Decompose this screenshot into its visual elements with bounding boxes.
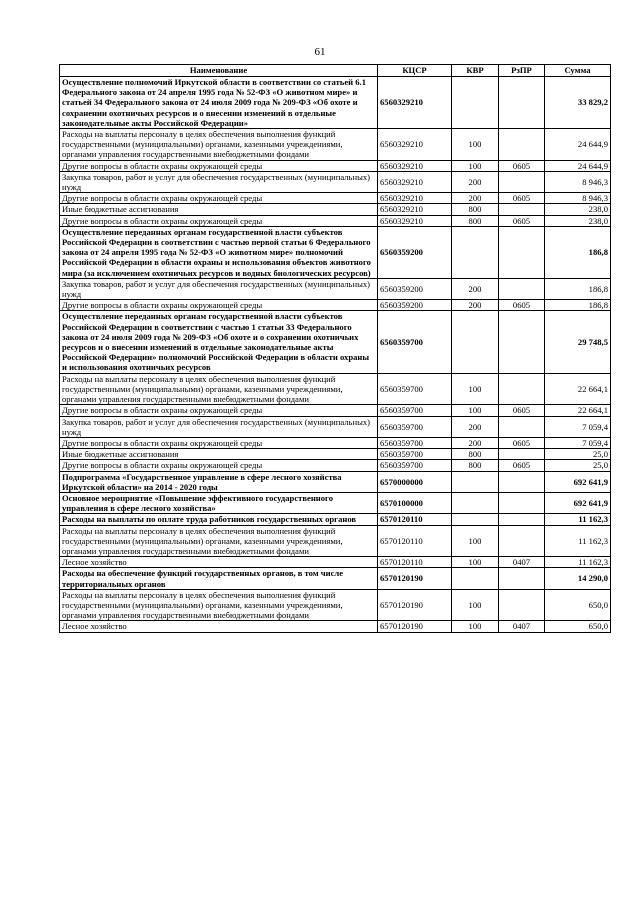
- row-name: Основное мероприятие «Повышение эффективного государственного управления в сфере лесного хозяйства»: [60, 492, 378, 513]
- row-rzpr: 0605: [499, 437, 545, 448]
- row-kvr: 800: [452, 449, 499, 460]
- row-kcsr: 6570120110: [378, 514, 452, 525]
- row-kvr: 100: [452, 373, 499, 405]
- row-name: Расходы на выплаты персоналу в целях обеспечения выполнения функций государственными (муниципальными) органами, казенными учреждениями, органами управления государственными внебюджетными фондами: [60, 525, 378, 557]
- row-kcsr: 6560359700: [378, 449, 452, 460]
- row-rzpr: [499, 471, 545, 492]
- row-name: Расходы на выплаты персоналу в целях обеспечения выполнения функций государственными (муниципальными) органами, казенными учреждениями, органами управления государственными внебюджетными фондами: [60, 373, 378, 405]
- table-row: [60, 449, 611, 460]
- table-row: [60, 193, 611, 204]
- header-kcsr: КЦСР: [378, 65, 452, 77]
- row-kvr: 100: [452, 405, 499, 416]
- row-name: Другие вопросы в области охраны окружающей среды: [60, 405, 378, 416]
- row-kvr: [452, 492, 499, 513]
- row-kcsr: 6570100000: [378, 492, 452, 513]
- row-rzpr: 0605: [499, 405, 545, 416]
- row-rzpr: 0605: [499, 215, 545, 226]
- table-row: [60, 589, 611, 621]
- table-row: [60, 514, 611, 525]
- table-row: [60, 460, 611, 471]
- row-kvr: 100: [452, 129, 499, 161]
- row-rzpr: [499, 416, 545, 437]
- row-kcsr: 6560329210: [378, 171, 452, 192]
- row-kvr: 800: [452, 215, 499, 226]
- row-rzpr: 0407: [499, 557, 545, 568]
- row-sum: 22 664,1: [545, 373, 611, 405]
- row-rzpr: [499, 129, 545, 161]
- table-row: [60, 621, 611, 632]
- row-sum: 7 059,4: [545, 437, 611, 448]
- row-rzpr: 0605: [499, 460, 545, 471]
- row-kvr: 100: [452, 621, 499, 632]
- row-sum: 14 290,0: [545, 568, 611, 589]
- row-kcsr: 6570120190: [378, 621, 452, 632]
- row-rzpr: [499, 449, 545, 460]
- row-kvr: 100: [452, 589, 499, 621]
- table-row: [60, 204, 611, 215]
- row-sum: 29 748,5: [545, 311, 611, 373]
- row-kcsr: 6560359700: [378, 373, 452, 405]
- row-name: Другие вопросы в области охраны окружающей среды: [60, 300, 378, 311]
- row-kvr: 100: [452, 557, 499, 568]
- row-kcsr: 6570120190: [378, 589, 452, 621]
- row-rzpr: [499, 278, 545, 299]
- row-sum: 11 162,3: [545, 557, 611, 568]
- row-rzpr: [499, 171, 545, 192]
- row-rzpr: 0605: [499, 160, 545, 171]
- row-kcsr: 6560329210: [378, 129, 452, 161]
- table-row: [60, 568, 611, 589]
- row-name: Другие вопросы в области охраны окружающей среды: [60, 193, 378, 204]
- row-sum: 186,8: [545, 226, 611, 278]
- row-name: Закупка товаров, работ и услуг для обеспечения государственных (муниципальных) нужд: [60, 278, 378, 299]
- row-kcsr: 6560329210: [378, 77, 452, 129]
- row-kcsr: 6560359700: [378, 311, 452, 373]
- row-sum: 25,0: [545, 449, 611, 460]
- row-kcsr: 6570120190: [378, 568, 452, 589]
- row-kcsr: 6560359200: [378, 226, 452, 278]
- row-rzpr: 0605: [499, 193, 545, 204]
- table-row: [60, 416, 611, 437]
- row-kcsr: 6570120110: [378, 525, 452, 557]
- row-rzpr: 0605: [499, 300, 545, 311]
- row-sum: 692 641,9: [545, 492, 611, 513]
- row-kcsr: 6560359200: [378, 278, 452, 299]
- row-name: Расходы на выплаты по оплате труда работников государственных органов: [60, 514, 378, 525]
- table-row: [60, 278, 611, 299]
- row-rzpr: [499, 204, 545, 215]
- row-name: Осуществление переданных органам государственной власти субъектов Российской Федерации в соответствии с частью 1 статьи 33 Федерального закона от 24 июля 2009 года № 209-ФЗ «Об охоте и о сохранении охотничьих ресурсов и о внесении изменений в отдельные законодательные акты Российской Федерации» полномочий Российской Федерации в области охраны и использования охотничьих ресурсов: [60, 311, 378, 373]
- table-row: [60, 160, 611, 171]
- row-sum: 186,8: [545, 300, 611, 311]
- row-sum: 33 829,2: [545, 77, 611, 129]
- row-name: Осуществление переданных органам государственной власти субъектов Российской Федерации в соответствии с частью первой статьи 6 Федерального закона от 24 апреля 1995 года № 52-ФЗ «О животном мире» полномочий Российской Федерации в области охраны и использования объектов животного мира (за исключением охотничьих ресурсов и водных биологических ресурсов): [60, 226, 378, 278]
- table-row: [60, 405, 611, 416]
- row-kcsr: 6560329210: [378, 193, 452, 204]
- row-rzpr: [499, 514, 545, 525]
- table-row: [60, 129, 611, 161]
- row-kcsr: 6560359700: [378, 416, 452, 437]
- row-sum: 692 641,9: [545, 471, 611, 492]
- table-row: [60, 557, 611, 568]
- row-rzpr: 0407: [499, 621, 545, 632]
- row-kvr: 200: [452, 171, 499, 192]
- table-header-row: [60, 65, 611, 77]
- row-sum: 650,0: [545, 589, 611, 621]
- table-row: [60, 226, 611, 278]
- row-kvr: 800: [452, 204, 499, 215]
- row-sum: 238,0: [545, 215, 611, 226]
- row-rzpr: [499, 77, 545, 129]
- row-sum: 7 059,4: [545, 416, 611, 437]
- row-name: Другие вопросы в области охраны окружающей среды: [60, 460, 378, 471]
- row-name: Иные бюджетные ассигнования: [60, 449, 378, 460]
- row-name: Закупка товаров, работ и услуг для обеспечения государственных (муниципальных) нужд: [60, 171, 378, 192]
- row-kvr: 200: [452, 278, 499, 299]
- row-name: Другие вопросы в области охраны окружающей среды: [60, 160, 378, 171]
- row-rzpr: [499, 589, 545, 621]
- row-kcsr: 6570000000: [378, 471, 452, 492]
- row-sum: 24 644,9: [545, 129, 611, 161]
- header-rzpr: РзПР: [499, 65, 545, 77]
- row-kcsr: 6560359700: [378, 460, 452, 471]
- table-row: [60, 300, 611, 311]
- row-sum: 186,8: [545, 278, 611, 299]
- row-rzpr: [499, 568, 545, 589]
- row-kcsr: 6560359200: [378, 300, 452, 311]
- row-sum: 24 644,9: [545, 160, 611, 171]
- table-row: [60, 77, 611, 129]
- row-name: Другие вопросы в области охраны окружающей среды: [60, 215, 378, 226]
- row-kvr: 200: [452, 416, 499, 437]
- row-sum: 8 946,3: [545, 171, 611, 192]
- row-kvr: 100: [452, 160, 499, 171]
- row-name: Расходы на выплаты персоналу в целях обеспечения выполнения функций государственными (муниципальными) органами, казенными учреждениями, органами управления государственными внебюджетными фондами: [60, 129, 378, 161]
- row-kvr: 100: [452, 525, 499, 557]
- row-kcsr: 6560329210: [378, 204, 452, 215]
- row-sum: 8 946,3: [545, 193, 611, 204]
- row-kcsr: 6560359700: [378, 405, 452, 416]
- row-sum: 11 162,3: [545, 514, 611, 525]
- row-kvr: 800: [452, 460, 499, 471]
- row-kvr: [452, 471, 499, 492]
- row-sum: 25,0: [545, 460, 611, 471]
- table-row: [60, 171, 611, 192]
- page-number: 61: [314, 46, 326, 58]
- row-kcsr: 6560329210: [378, 215, 452, 226]
- row-kvr: 200: [452, 300, 499, 311]
- row-rzpr: [499, 525, 545, 557]
- row-rzpr: [499, 373, 545, 405]
- row-kcsr: 6570120110: [378, 557, 452, 568]
- row-kvr: 200: [452, 193, 499, 204]
- row-sum: 238,0: [545, 204, 611, 215]
- row-name: Подпрограмма «Государственное управление в сфере лесного хозяйства Иркутской области» на 2014 - 2020 годы: [60, 471, 378, 492]
- header-sum: Сумма: [545, 65, 611, 77]
- row-sum: 22 664,1: [545, 405, 611, 416]
- row-name: Другие вопросы в области охраны окружающей среды: [60, 437, 378, 448]
- table-row: [60, 373, 611, 405]
- table-row: [60, 215, 611, 226]
- row-name: Осуществление полномочий Иркутской области в соответствии со статьей 6.1 Федерального закона от 24 апреля 1995 года № 52-ФЗ «О животном мире» и статьей 34 Федерального закона от 24 июля 2009 года № 209-ФЗ «Об охоте и сохранении охотничьих ресурсов и о внесении изменений в отдельные законодательные акты Российской Федерации»: [60, 77, 378, 129]
- row-name: Закупка товаров, работ и услуг для обеспечения государственных (муниципальных) нужд: [60, 416, 378, 437]
- row-kcsr: 6560359700: [378, 437, 452, 448]
- row-rzpr: [499, 311, 545, 373]
- row-sum: 650,0: [545, 621, 611, 632]
- row-kvr: [452, 568, 499, 589]
- row-kvr: [452, 514, 499, 525]
- row-rzpr: [499, 492, 545, 513]
- row-name: Расходы на выплаты персоналу в целях обеспечения выполнения функций государственными (муниципальными) органами, казенными учреждениями, органами управления государственными внебюджетными фондами: [60, 589, 378, 621]
- table-row: [60, 471, 611, 492]
- header-kvr: КВР: [452, 65, 499, 77]
- header-name: Наименование: [60, 65, 378, 77]
- table-row: [60, 492, 611, 513]
- row-rzpr: [499, 226, 545, 278]
- row-kcsr: 6560329210: [378, 160, 452, 171]
- row-name: Лесное хозяйство: [60, 621, 378, 632]
- row-kvr: [452, 77, 499, 129]
- row-sum: 11 162,3: [545, 525, 611, 557]
- table-body: [60, 77, 611, 633]
- row-name: Расходы на обеспечение функций государственных органов, в том числе территориальных органов: [60, 568, 378, 589]
- row-kvr: [452, 311, 499, 373]
- table-row: [60, 525, 611, 557]
- row-name: Иные бюджетные ассигнования: [60, 204, 378, 215]
- row-kvr: 200: [452, 437, 499, 448]
- table-row: [60, 311, 611, 373]
- table-row: [60, 437, 611, 448]
- row-name: Лесное хозяйство: [60, 557, 378, 568]
- row-kvr: [452, 226, 499, 278]
- budget-table: [59, 64, 611, 633]
